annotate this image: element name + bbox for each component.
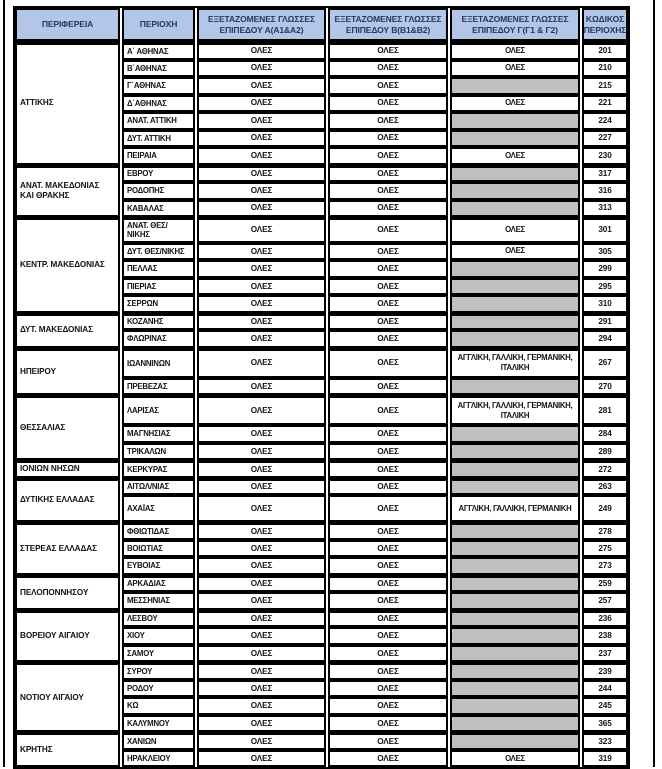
lang-c-cell	[450, 330, 580, 348]
area-cell: ΚΕΡΚΥΡΑΣ	[122, 460, 195, 478]
lang-a-cell: ΟΛΕΣ	[197, 182, 326, 200]
area-cell: ΠΕΛΛΑΣ	[122, 260, 195, 278]
lang-b-cell: ΟΛΕΣ	[328, 575, 448, 593]
code-cell: 215	[582, 77, 628, 95]
lang-c-cell	[450, 112, 580, 130]
lang-a-cell: ΟΛΕΣ	[197, 575, 326, 593]
region-cell: ΔΥΤ. ΜΑΚΕΔΟΝΙΑΣ	[15, 313, 120, 348]
code-cell: 289	[582, 443, 628, 461]
lang-c-cell	[450, 313, 580, 331]
lang-c-cell	[450, 460, 580, 478]
lang-b-cell: ΟΛΕΣ	[328, 182, 448, 200]
code-cell: 284	[582, 425, 628, 443]
lang-a-cell: ΟΛΕΣ	[197, 697, 326, 715]
lang-a-cell: ΟΛΕΣ	[197, 313, 326, 331]
header-cell-code: ΚΩΔΙΚΟΣ ΠΕΡΙΟΧΗΣ	[582, 8, 628, 42]
lang-c-cell	[450, 478, 580, 496]
area-cell: ΑΝΑΤ. ΘΕΣ/ΝΙΚΗΣ	[122, 217, 195, 243]
code-cell: 236	[582, 610, 628, 628]
lang-b-cell: ΟΛΕΣ	[328, 750, 448, 768]
region-cell: ΣΤΕΡΕΑΣ ΕΛΛΑΔΑΣ	[15, 522, 120, 575]
lang-b-cell: ΟΛΕΣ	[328, 645, 448, 663]
area-cell: Β΄ΑΘΗΝΑΣ	[122, 60, 195, 78]
area-cell: ΗΡΑΚΛΕΙΟΥ	[122, 750, 195, 768]
lang-b-cell: ΟΛΕΣ	[328, 42, 448, 60]
region-cell: ΑΤΤΙΚΗΣ	[15, 42, 120, 165]
lang-c-cell	[450, 165, 580, 183]
lang-c-cell: ΑΓΓΛΙΚΗ, ΓΑΛΛΙΚΗ, ΓΕΡΜΑΝΙΚΗ	[450, 495, 580, 522]
area-cell: ΚΟΖΑΝΗΣ	[122, 313, 195, 331]
lang-a-cell: ΟΛΕΣ	[197, 200, 326, 218]
lang-a-cell: ΟΛΕΣ	[197, 147, 326, 165]
lang-c-cell	[450, 182, 580, 200]
lang-a-cell: ΟΛΕΣ	[197, 645, 326, 663]
area-cell: Α΄ ΑΘΗΝΑΣ	[122, 42, 195, 60]
lang-b-cell: ΟΛΕΣ	[328, 540, 448, 558]
lang-c-cell: ΟΛΕΣ	[450, 95, 580, 113]
code-cell: 317	[582, 165, 628, 183]
lang-a-cell: ΟΛΕΣ	[197, 217, 326, 243]
lang-b-cell: ΟΛΕΣ	[328, 200, 448, 218]
lang-a-cell: ΟΛΕΣ	[197, 165, 326, 183]
page-left-border	[3, 0, 5, 767]
code-cell: 257	[582, 592, 628, 610]
lang-a-cell: ΟΛΕΣ	[197, 425, 326, 443]
code-cell: 295	[582, 278, 628, 296]
lang-a-cell: ΟΛΕΣ	[197, 348, 326, 378]
lang-b-cell: ΟΛΕΣ	[328, 378, 448, 396]
area-cell: ΦΘΙΩΤΙΔΑΣ	[122, 522, 195, 540]
code-cell: 301	[582, 217, 628, 243]
lang-a-cell: ΟΛΕΣ	[197, 130, 326, 148]
lang-b-cell: ΟΛΕΣ	[328, 715, 448, 733]
code-cell: 272	[582, 460, 628, 478]
code-cell: 316	[582, 182, 628, 200]
lang-a-cell: ΟΛΕΣ	[197, 522, 326, 540]
lang-b-cell: ΟΛΕΣ	[328, 460, 448, 478]
area-cell: ΑΝΑΤ. ΑΤΤΙΚΗ	[122, 112, 195, 130]
region-cell: ΗΠΕΙΡΟΥ	[15, 348, 120, 396]
area-cell: ΡΟΔΟΥ	[122, 680, 195, 698]
area-cell: ΚΑΒΑΛΑΣ	[122, 200, 195, 218]
lang-b-cell: ΟΛΕΣ	[328, 60, 448, 78]
area-cell: ΕΒΡΟΥ	[122, 165, 195, 183]
lang-c-cell	[450, 425, 580, 443]
area-cell: ΣΕΡΡΩΝ	[122, 295, 195, 313]
lang-c-cell	[450, 443, 580, 461]
code-cell: 323	[582, 732, 628, 750]
lang-a-cell: ΟΛΕΣ	[197, 330, 326, 348]
lang-b-cell: ΟΛΕΣ	[328, 557, 448, 575]
region-cell: ΚΕΝΤΡ. ΜΑΚΕΔΟΝΙΑΣ	[15, 217, 120, 313]
code-cell: 291	[582, 313, 628, 331]
header-cell-a: ΕΞΕΤΑΖΟΜΕΝΕΣ ΓΛΩΣΣΕΣ ΕΠΙΠΕΔΟΥ Α(Α1&Α2)	[197, 8, 326, 42]
lang-b-cell: ΟΛΕΣ	[328, 592, 448, 610]
lang-c-cell	[450, 662, 580, 680]
area-cell: ΔΥΤ. ΘΕΣ/ΝΙΚΗΣ	[122, 243, 195, 261]
code-cell: 294	[582, 330, 628, 348]
lang-b-cell: ΟΛΕΣ	[328, 330, 448, 348]
lang-c-cell	[450, 610, 580, 628]
exam-regions-grid	[15, 8, 628, 767]
region-cell: ΒΟΡΕΙΟΥ ΑΙΓΑΙΟΥ	[15, 610, 120, 663]
lang-c-cell: ΟΛΕΣ	[450, 42, 580, 60]
lang-b-cell: ΟΛΕΣ	[328, 260, 448, 278]
code-cell: 313	[582, 200, 628, 218]
lang-a-cell: ΟΛΕΣ	[197, 680, 326, 698]
lang-b-cell: ΟΛΕΣ	[328, 495, 448, 522]
lang-c-cell	[450, 378, 580, 396]
code-cell: 239	[582, 662, 628, 680]
lang-c-cell	[450, 645, 580, 663]
lang-b-cell: ΟΛΕΣ	[328, 680, 448, 698]
region-cell: ΑΝΑΤ. ΜΑΚΕΔΟΝΙΑΣ ΚΑΙ ΘΡΑΚΗΣ	[15, 165, 120, 218]
area-cell: ΑΧΑΪΑΣ	[122, 495, 195, 522]
lang-a-cell: ΟΛΕΣ	[197, 750, 326, 768]
lang-c-cell: ΟΛΕΣ	[450, 217, 580, 243]
code-cell: 310	[582, 295, 628, 313]
lang-c-cell	[450, 732, 580, 750]
lang-c-cell	[450, 680, 580, 698]
code-cell: 299	[582, 260, 628, 278]
code-cell: 244	[582, 680, 628, 698]
lang-b-cell: ΟΛΕΣ	[328, 95, 448, 113]
code-cell: 319	[582, 750, 628, 768]
code-cell: 365	[582, 715, 628, 733]
lang-a-cell: ΟΛΕΣ	[197, 443, 326, 461]
area-cell: ΑΙΤΩΛ/ΝΙΑΣ	[122, 478, 195, 496]
lang-b-cell: ΟΛΕΣ	[328, 243, 448, 261]
lang-b-cell: ΟΛΕΣ	[328, 147, 448, 165]
code-cell: 201	[582, 42, 628, 60]
area-cell: ΜΑΓΝΗΣΙΑΣ	[122, 425, 195, 443]
lang-b-cell: ΟΛΕΣ	[328, 348, 448, 378]
header-cell-c: ΕΞΕΤΑΖΟΜΕΝΕΣ ΓΛΩΣΣΕΣ ΕΠΙΠΕΔΟΥ Γ(Γ1 & Γ2)	[450, 8, 580, 42]
lang-b-cell: ΟΛΕΣ	[328, 522, 448, 540]
lang-a-cell: ΟΛΕΣ	[197, 540, 326, 558]
code-cell: 224	[582, 112, 628, 130]
code-cell: 305	[582, 243, 628, 261]
area-cell: ΚΩ	[122, 697, 195, 715]
area-cell: ΙΩΑΝΝΙΝΩΝ	[122, 348, 195, 378]
area-cell: ΡΟΔΟΠΗΣ	[122, 182, 195, 200]
lang-c-cell: ΑΓΓΛΙΚΗ, ΓΑΛΛΙΚΗ, ΓΕΡΜΑΝΙΚΗ, ΙΤΑΛΙΚΗ	[450, 348, 580, 378]
code-cell: 230	[582, 147, 628, 165]
region-cell: ΙΟΝΙΩΝ ΝΗΣΩΝ	[15, 460, 120, 478]
lang-a-cell: ΟΛΕΣ	[197, 495, 326, 522]
lang-a-cell: ΟΛΕΣ	[197, 478, 326, 496]
area-cell: ΜΕΣΣΗΝΙΑΣ	[122, 592, 195, 610]
region-cell: ΠΕΛΟΠΟΝΝΗΣΟΥ	[15, 575, 120, 610]
lang-b-cell: ΟΛΕΣ	[328, 697, 448, 715]
code-cell: 238	[582, 627, 628, 645]
area-cell: ΦΛΩΡΙΝΑΣ	[122, 330, 195, 348]
area-cell: ΛΕΣΒΟΥ	[122, 610, 195, 628]
lang-c-cell: ΟΛΕΣ	[450, 750, 580, 768]
header-cell-region: ΠΕΡΙΦΕΡΕΙΑ	[15, 8, 120, 42]
lang-c-cell	[450, 557, 580, 575]
area-cell: ΕΥΒΟΙΑΣ	[122, 557, 195, 575]
lang-c-cell: ΟΛΕΣ	[450, 60, 580, 78]
code-cell: 245	[582, 697, 628, 715]
code-cell: 273	[582, 557, 628, 575]
lang-b-cell: ΟΛΕΣ	[328, 395, 448, 425]
lang-b-cell: ΟΛΕΣ	[328, 443, 448, 461]
code-cell: 275	[582, 540, 628, 558]
area-cell: Δ΄ΑΘΗΝΑΣ	[122, 95, 195, 113]
area-cell: ΑΡΚΑΔΙΑΣ	[122, 575, 195, 593]
code-cell: 210	[582, 60, 628, 78]
lang-b-cell: ΟΛΕΣ	[328, 732, 448, 750]
code-cell: 267	[582, 348, 628, 378]
area-cell: ΚΑΛΥΜΝΟΥ	[122, 715, 195, 733]
lang-c-cell	[450, 295, 580, 313]
lang-b-cell: ΟΛΕΣ	[328, 112, 448, 130]
lang-c-cell: ΟΛΕΣ	[450, 243, 580, 261]
code-cell: 270	[582, 378, 628, 396]
lang-b-cell: ΟΛΕΣ	[328, 217, 448, 243]
lang-c-cell	[450, 77, 580, 95]
area-cell: ΛΑΡΙΣΑΣ	[122, 395, 195, 425]
lang-c-cell	[450, 522, 580, 540]
lang-b-cell: ΟΛΕΣ	[328, 610, 448, 628]
lang-c-cell	[450, 697, 580, 715]
lang-c-cell	[450, 260, 580, 278]
lang-a-cell: ΟΛΕΣ	[197, 260, 326, 278]
lang-c-cell	[450, 592, 580, 610]
area-cell: ΣΥΡΟΥ	[122, 662, 195, 680]
lang-c-cell	[450, 627, 580, 645]
lang-c-cell	[450, 278, 580, 296]
lang-a-cell: ΟΛΕΣ	[197, 60, 326, 78]
code-cell: 221	[582, 95, 628, 113]
lang-a-cell: ΟΛΕΣ	[197, 460, 326, 478]
lang-b-cell: ΟΛΕΣ	[328, 77, 448, 95]
lang-a-cell: ΟΛΕΣ	[197, 610, 326, 628]
lang-b-cell: ΟΛΕΣ	[328, 313, 448, 331]
lang-a-cell: ΟΛΕΣ	[197, 243, 326, 261]
lang-a-cell: ΟΛΕΣ	[197, 112, 326, 130]
lang-a-cell: ΟΛΕΣ	[197, 715, 326, 733]
region-cell: ΔΥΤΙΚΗΣ ΕΛΛΑΔΑΣ	[15, 478, 120, 523]
region-cell: ΘΕΣΣΑΛΙΑΣ	[15, 395, 120, 460]
area-cell: ΠΡΕΒΕΖΑΣ	[122, 378, 195, 396]
lang-a-cell: ΟΛΕΣ	[197, 77, 326, 95]
area-cell: ΧΙΟΥ	[122, 627, 195, 645]
area-cell: ΧΑΝΙΩΝ	[122, 732, 195, 750]
lang-b-cell: ΟΛΕΣ	[328, 478, 448, 496]
lang-a-cell: ΟΛΕΣ	[197, 557, 326, 575]
code-cell: 227	[582, 130, 628, 148]
lang-a-cell: ΟΛΕΣ	[197, 278, 326, 296]
lang-a-cell: ΟΛΕΣ	[197, 378, 326, 396]
lang-a-cell: ΟΛΕΣ	[197, 732, 326, 750]
lang-a-cell: ΟΛΕΣ	[197, 592, 326, 610]
code-cell: 259	[582, 575, 628, 593]
code-cell: 249	[582, 495, 628, 522]
region-cell: ΚΡΗΤΗΣ	[15, 732, 120, 767]
page-right-border	[653, 0, 655, 767]
header-cell-b: ΕΞΕΤΑΖΟΜΕΝΕΣ ΓΛΩΣΣΕΣ ΕΠΙΠΕΔΟΥ Β(Β1&Β2)	[328, 8, 448, 42]
code-cell: 237	[582, 645, 628, 663]
area-cell: ΔΥΤ. ΑΤΤΙΚΗ	[122, 130, 195, 148]
header-cell-area: ΠΕΡΙΟΧΗ	[122, 8, 195, 42]
lang-c-cell	[450, 715, 580, 733]
lang-a-cell: ΟΛΕΣ	[197, 627, 326, 645]
lang-c-cell	[450, 540, 580, 558]
area-cell: ΠΙΕΡΙΑΣ	[122, 278, 195, 296]
lang-b-cell: ΟΛΕΣ	[328, 278, 448, 296]
code-cell: 278	[582, 522, 628, 540]
lang-a-cell: ΟΛΕΣ	[197, 662, 326, 680]
area-cell: ΠΕΙΡΑΙΑ	[122, 147, 195, 165]
area-cell: Γ΄ΑΘΗΝΑΣ	[122, 77, 195, 95]
exam-regions-table	[13, 6, 630, 769]
region-cell: ΝΟΤΙΟΥ ΑΙΓΑΙΟΥ	[15, 662, 120, 732]
lang-b-cell: ΟΛΕΣ	[328, 295, 448, 313]
lang-c-cell	[450, 575, 580, 593]
area-cell: ΒΟΙΩΤΙΑΣ	[122, 540, 195, 558]
code-cell: 281	[582, 395, 628, 425]
lang-c-cell: ΑΓΓΛΙΚΗ, ΓΑΛΛΙΚΗ, ΓΕΡΜΑΝΙΚΗ, ΙΤΑΛΙΚΗ	[450, 395, 580, 425]
code-cell: 263	[582, 478, 628, 496]
lang-b-cell: ΟΛΕΣ	[328, 627, 448, 645]
lang-b-cell: ΟΛΕΣ	[328, 130, 448, 148]
lang-c-cell	[450, 130, 580, 148]
lang-a-cell: ΟΛΕΣ	[197, 295, 326, 313]
area-cell: ΤΡΙΚΑΛΩΝ	[122, 443, 195, 461]
lang-a-cell: ΟΛΕΣ	[197, 95, 326, 113]
lang-c-cell	[450, 200, 580, 218]
lang-a-cell: ΟΛΕΣ	[197, 395, 326, 425]
lang-a-cell: ΟΛΕΣ	[197, 42, 326, 60]
lang-b-cell: ΟΛΕΣ	[328, 425, 448, 443]
lang-b-cell: ΟΛΕΣ	[328, 165, 448, 183]
area-cell: ΣΑΜΟΥ	[122, 645, 195, 663]
lang-b-cell: ΟΛΕΣ	[328, 662, 448, 680]
lang-c-cell: ΟΛΕΣ	[450, 147, 580, 165]
